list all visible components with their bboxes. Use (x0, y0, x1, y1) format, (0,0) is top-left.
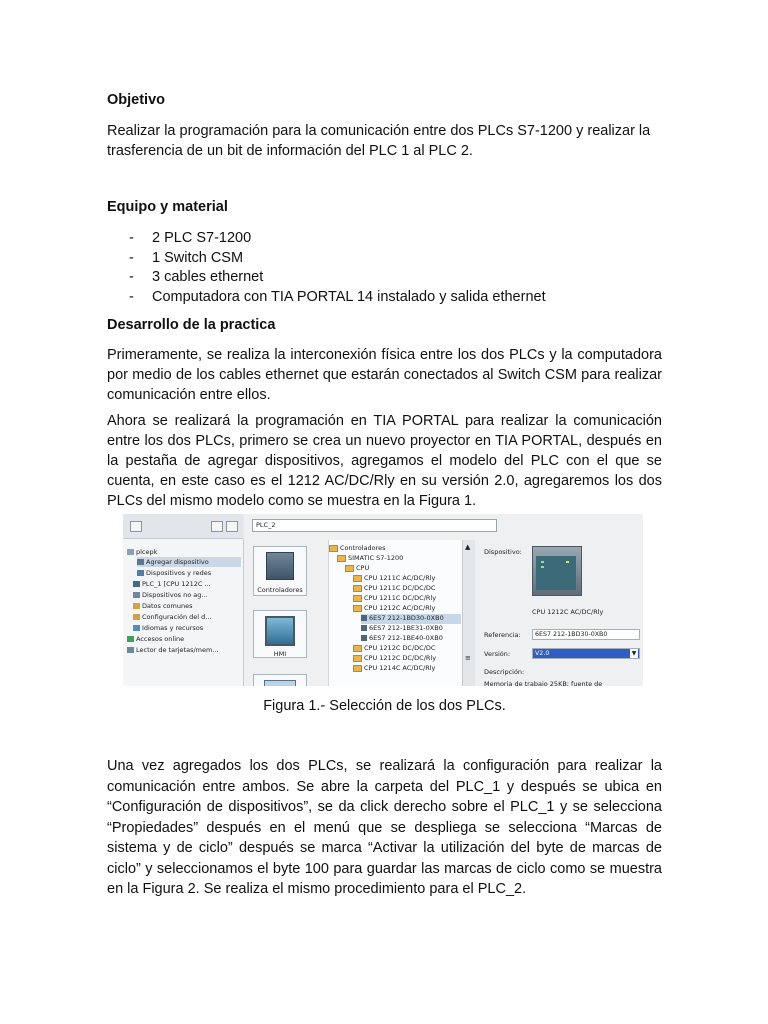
tree-item[interactable]: plcepk (127, 547, 157, 557)
project-tree-toolbar (123, 514, 243, 539)
catalog-item[interactable]: 6ES7 212-1BE31-0XB0 (361, 624, 443, 634)
hmi-icon (265, 616, 295, 646)
device-catalog-tree (328, 540, 469, 686)
list-item: - 1 Switch CSM (129, 249, 244, 266)
figure-1-caption: Figura 1.- Selección de los dos PLCs. (263, 698, 506, 714)
description-text: Memoria de trabajo 25KB; fuente de (484, 680, 603, 686)
list-item: - 2 PLC S7-1200 (129, 230, 252, 246)
project-tree (123, 539, 244, 686)
device-label: Dispositivo: (484, 548, 522, 556)
plc-device-image (532, 546, 582, 596)
scroll-up-icon[interactable]: ▲ (465, 543, 471, 551)
tree-item[interactable]: Lector de tarjetas/mem... (127, 645, 219, 655)
catalog-item[interactable]: CPU 1212C DC/DC/Rly (353, 654, 436, 664)
development-heading: Desarrollo de la practica (107, 317, 276, 333)
tree-item[interactable]: Dispositivos y redes (137, 568, 211, 578)
device-name: CPU 1212C AC/DC/Rly (532, 608, 604, 616)
catalog-item[interactable]: CPU 1214C AC/DC/Rly (353, 664, 435, 674)
controllers-category-button[interactable]: Controladores (253, 546, 307, 596)
catalog-item-selected[interactable]: 6ES7 212-1BD30-0XB0 (361, 614, 461, 624)
tree-item[interactable]: Idiomas y recursos (133, 623, 203, 633)
tree-item[interactable]: Accesos online (127, 634, 184, 644)
figure-1-screenshot (123, 514, 643, 686)
catalog-item[interactable]: CPU 1211C AC/DC/Rly (353, 574, 435, 584)
hmi-category-button[interactable]: HMI (253, 610, 307, 658)
project-icon (130, 521, 142, 532)
catalog-item[interactable]: CPU 1212C AC/DC/Rly (353, 604, 435, 614)
device-name-input[interactable]: PLC_2 (252, 519, 497, 532)
catalog-item[interactable]: Controladores (329, 544, 386, 554)
development-paragraph-1: Primeramente, se realiza la interconexión física entre los dos PLCs y la computadora por medio de los cables ethernet que estarán conectados al Switch CSM para realizar comunicación entre ellos. (107, 347, 662, 403)
add-device-pane (244, 514, 643, 686)
equipment-list (107, 229, 546, 307)
catalog-item[interactable]: CPU (345, 564, 369, 574)
objective-text: Realizar la programación para la comunicación entre dos PLCs S7-1200 y realizar la trasferencia de un bit de información del PLC 1 al PLC 2. (107, 123, 651, 159)
tree-item[interactable]: Configuración del d... (133, 612, 212, 622)
version-label: Versión: (484, 650, 511, 658)
plc-icon (266, 552, 294, 580)
catalog-item[interactable]: CPU 1212C DC/DC/DC (353, 644, 435, 654)
catalog-item[interactable]: SIMATIC S7-1200 (337, 554, 403, 564)
reference-field[interactable]: 6ES7 212-1BD30-0XB0 (532, 629, 640, 640)
scroll-grip-icon[interactable]: ≡ (465, 654, 471, 662)
version-select[interactable]: V2.0 ▼ (532, 648, 640, 659)
view-icon (211, 521, 223, 532)
equipment-heading: Equipo y material (107, 199, 228, 215)
objective-heading: Objetivo (107, 92, 166, 108)
catalog-item[interactable]: 6ES7 212-1BE40-0XB0 (361, 634, 443, 644)
pc-icon (264, 680, 296, 686)
chevron-down-icon[interactable]: ▼ (631, 650, 637, 657)
description-label: Descripción: (484, 668, 525, 676)
development-paragraph-3: Una vez agregados los dos PLCs, se realizará la configuración para realizar la comunicación entre ambos. Se abre la carpeta del PLC_1 y después se ubica en “Configuración de dispositivos”, se da click derecho sobre el PLC_1 y se selecciona “Propiedades” después en el menú que se despliega se selecciona “Marcas de sistema y de ciclo” después se marca “Activar la utilización del byte de marcas de ciclo” y seleccionamos el byte 100 para guardar las marcas de ciclo como se muestra en la Figura 2. Se realiza el mismo procedimiento para el PLC_2. (107, 758, 662, 897)
reference-label: Referencia: (484, 631, 521, 639)
tree-item[interactable]: Dispositivos no ag... (133, 590, 208, 600)
tree-item[interactable]: PLC_1 [CPU 1212C ... (133, 579, 211, 589)
list-item: - 3 cables ethernet (129, 269, 264, 285)
catalog-scrollbar[interactable] (462, 540, 475, 686)
pc-category-button[interactable] (253, 674, 307, 686)
device-details-panel (480, 540, 643, 686)
list-item: - Computadora con TIA PORTAL 14 instalado y salida ethernet (129, 288, 546, 305)
catalog-item[interactable]: CPU 1211C DC/DC/Rly (353, 594, 436, 604)
tree-item[interactable]: Agregar dispositivo (137, 557, 241, 567)
table-icon (226, 521, 238, 532)
development-paragraph-2: Ahora se realizará la programación en TIA PORTAL para realizar la comunicación entre los dos PLCs, primero se crea un nuevo proyector en TIA PORTAL, después en la pestaña de agregar dispositivos, agregamos el modelo del PLC con el que se cuenta, en este caso es el 1212 AC/DC/Rly en su versión 2.0, agregaremos los dos PLCs del mismo modelo como se muestra en la Figura 1. (107, 413, 662, 509)
catalog-item[interactable]: CPU 1211C DC/DC/DC (353, 584, 435, 594)
tree-item[interactable]: Datos comunes (133, 601, 192, 611)
